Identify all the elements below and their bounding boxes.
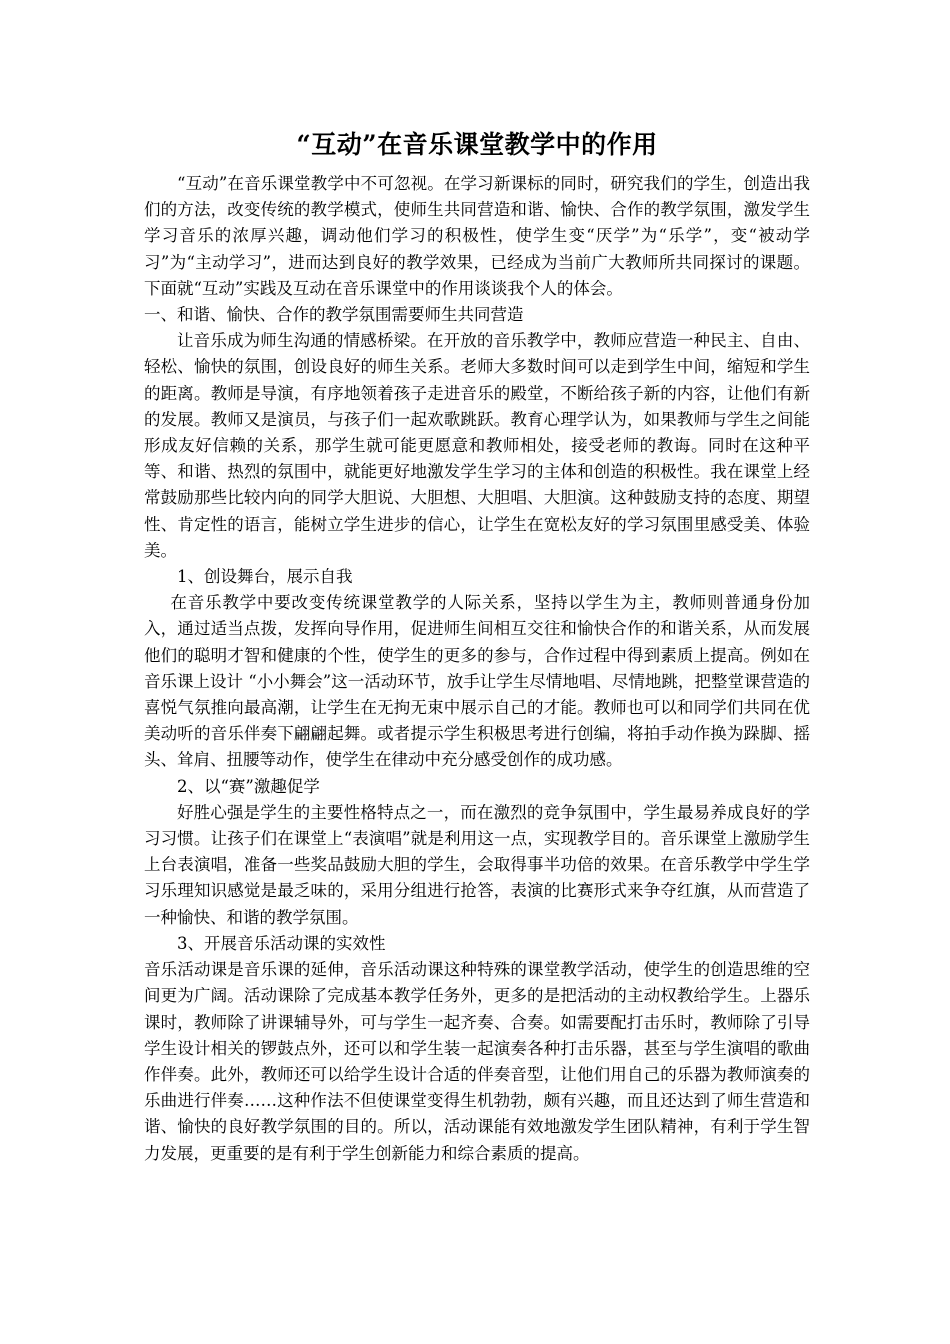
document-page xyxy=(144,128,810,1167)
subsection-3-heading: 3、开展音乐活动课的实效性 xyxy=(177,933,386,953)
section-1-heading: 一、和谐、愉快、合作的教学氛围需要师生共同营造 xyxy=(144,305,524,325)
subsection-1-heading: 1、创设舞台，展示自我 xyxy=(177,567,353,587)
section-1-paragraph: 让音乐成为师生沟通的情感桥梁。在开放的音乐教学中，教师应营造一种民主、自由、轻松、愉快的氛围，创设良好的师生关系。老师大多数时间可以走到学生中间，缩短和学生的距离。教师是导演，有序地领着孩子走进音乐的殿堂，不断给孩子新的内容，让他们有新的发展。教师又是演员，与孩子们一起欢歌跳跃。教育心理学认为，如果教师与学生之间能形成友好信赖的关系，那学生就可能更愿意和教师相处，接受老师的教诲。同时在这种平等、和谐、热烈的氛围中，就能更好地激发学生学习的主体和创造的积极性。我在课堂上经常鼓励那些比较内向的同学大胆说、大胆想、大胆唱、大胆演。这种鼓励支持的态度、期望性、肯定性的语言，能树立学生进步的信心，让学生在宽松友好的学习氛围里感受美、体验美。 xyxy=(144,331,810,560)
intro-paragraph: “互动”在音乐课堂教学中不可忽视。在学习新课标的同时，研究我们的学生，创造出我们的方法，改变传统的教学模式，使师生共同营造和谐、愉快、合作的教学氛围，激发学生学习音乐的浓厚兴趣，调动他们学习的积极性，使学生变“厌学”为“乐学”，变“被动学习”为“主动学习”，进而达到良好的教学效果，已经成为当前广大教师所共同探讨的课题。下面就“互动”实践及互动在音乐课堂中的作用谈谈我个人的体会。 xyxy=(144,174,810,298)
subsection-2-heading: 2、以“赛”激趣促学 xyxy=(177,776,320,796)
subsection-1-paragraph: 在音乐教学中要改变传统课堂教学的人际关系，坚持以学生为主，教师则普通身份加入，通过适当点拨，发挥向导作用，促进师生间相互交往和愉快合作的和谐关系，从而发展他们的聪明才智和健康的个性，使学生的更多的参与，合作过程中得到素质上提高。例如在音乐课上设计 “小小舞会”这一活动环节，放手让学生尽情地唱、尽情地跳，把整堂课营造的喜悦气氛推向最高潮，让学生在无拘无束中展示自己的才能。教师也可以和同学们共同在优美动听的音乐伴奏下翩翩起舞。或者提示学生积极思考进行创编，将拍手动作换为跺脚、摇头、耸肩、扭腰等动作，使学生在律动中充分感受创作的成功感。 xyxy=(144,593,810,770)
document-title: “互动”在音乐课堂教学中的作用 xyxy=(296,130,658,159)
subsection-3-paragraph: 音乐活动课是音乐课的延伸，音乐活动课这种特殊的课堂教学活动，使学生的创造思维的空间更为广阔。活动课除了完成基本教学任务外，更多的是把活动的主动权教给学生。上器乐课时，教师除了讲课辅导外，可与学生一起齐奏、合奏。如需要配打击乐时，教师除了引导学生设计相关的锣鼓点外，还可以和学生装一起演奏各种打击乐器，甚至与学生演唱的歌曲作伴奏。此外，教师还可以给学生设计合适的伴奏音型，让他们用自己的乐器为教师演奏的乐曲进行伴奏……这种作法不但使课堂变得生机勃勃，颇有兴趣，而且还达到了师生营造和谐、愉快的良好教学氛围的目的。所以，活动课能有效地激发学生团队精神，有利于学生智力发展，更重要的是有利于学生创新能力和综合素质的提高。 xyxy=(144,960,810,1163)
subsection-2-paragraph: 好胜心强是学生的主要性格特点之一，而在激烈的竞争氛围中，学生最易养成良好的学习习惯。让孩子们在课堂上“表演唱”就是利用这一点，实现教学目的。音乐课堂上激励学生上台表演唱，准备一些奖品鼓励大胆的学生，会取得事半功倍的效果。在音乐教学中学生学习乐理知识感觉是最乏味的，采用分组进行抢答，表演的比赛形式来争夺红旗，从而营造了一种愉快、和谐的教学氛围。 xyxy=(144,802,810,927)
